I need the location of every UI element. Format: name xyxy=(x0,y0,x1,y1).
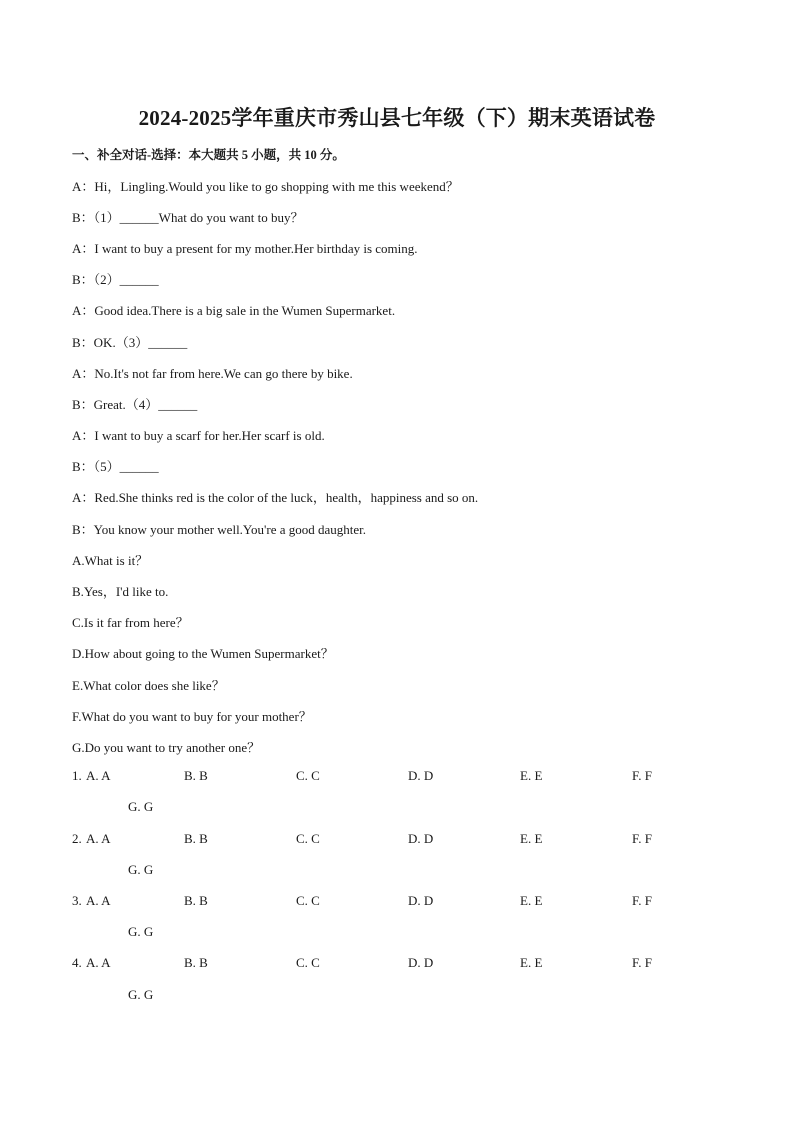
answer-option-b[interactable]: B. B xyxy=(184,831,208,846)
choice-item: B.Yes，I'd like to. xyxy=(72,584,169,599)
answer-option-c[interactable]: C. C xyxy=(296,893,320,908)
choice-item: D.How about going to the Wumen Supermarket？ xyxy=(72,646,334,661)
question-number: 2. xyxy=(72,831,82,846)
answer-option-e[interactable]: E. E xyxy=(520,768,543,783)
dialogue-line: B：（2）______ xyxy=(72,272,159,287)
answer-option-b[interactable]: B. B xyxy=(184,955,208,970)
answer-option-c[interactable]: C. C xyxy=(296,831,320,846)
choice-item: A.What is it？ xyxy=(72,553,149,568)
answer-option-a[interactable]: A. A xyxy=(86,831,111,846)
answer-option-f[interactable]: F. F xyxy=(632,831,652,846)
answer-option-d[interactable]: D. D xyxy=(408,955,434,970)
dialogue-line: A：No.It's not far from here.We can go there by bike. xyxy=(72,366,353,381)
answer-option-b[interactable]: B. B xyxy=(184,893,208,908)
answer-option-g[interactable]: G. G xyxy=(128,987,154,1002)
dialogue-line: B：（1）______What do you want to buy？ xyxy=(72,210,304,225)
dialogue-line: A：I want to buy a present for my mother.Her birthday is coming. xyxy=(72,241,418,256)
dialogue-line: A：Good idea.There is a big sale in the Wumen Supermarket. xyxy=(72,303,396,318)
choice-item: C.Is it far from here？ xyxy=(72,615,189,630)
dialogue-line: A：Hi，Lingling.Would you like to go shopping with me this weekend？ xyxy=(72,179,459,194)
answer-option-e[interactable]: E. E xyxy=(520,955,543,970)
dialogue-line: A：I want to buy a scarf for her.Her scarf is old. xyxy=(72,428,325,443)
question-number: 3. xyxy=(72,893,82,908)
answer-option-e[interactable]: E. E xyxy=(520,893,543,908)
answer-option-a[interactable]: A. A xyxy=(86,893,111,908)
answer-option-c[interactable]: C. C xyxy=(296,955,320,970)
answer-option-f[interactable]: F. F xyxy=(632,893,652,908)
answer-option-d[interactable]: D. D xyxy=(408,768,434,783)
answer-option-a[interactable]: A. A xyxy=(86,768,111,783)
answer-option-f[interactable]: F. F xyxy=(632,768,652,783)
dialogue-line: A：Red.She thinks red is the color of the luck，health，happiness and so on. xyxy=(72,490,479,505)
answer-option-d[interactable]: D. D xyxy=(408,893,434,908)
section-heading: 一、补全对话-选择：本大题共 5 小题，共 10 分。 xyxy=(72,148,345,162)
answer-option-g[interactable]: G. G xyxy=(128,799,154,814)
dialogue-line: B：You know your mother well.You're a good daughter. xyxy=(72,522,366,537)
page-title: 2024-2025学年重庆市秀山县七年级（下）期末英语试卷 xyxy=(138,106,656,130)
dialogue-line: B：Great.（4）______ xyxy=(72,397,198,412)
dialogue-line: B：OK.（3）______ xyxy=(72,335,188,350)
answer-option-g[interactable]: G. G xyxy=(128,924,154,939)
choice-item: E.What color does she like？ xyxy=(72,678,225,693)
choice-item: F.What do you want to buy for your mother？ xyxy=(72,709,312,724)
answer-option-a[interactable]: A. A xyxy=(86,955,111,970)
answer-option-b[interactable]: B. B xyxy=(184,768,208,783)
answer-option-g[interactable]: G. G xyxy=(128,862,154,877)
answer-option-d[interactable]: D. D xyxy=(408,831,434,846)
dialogue-line: B：（5）______ xyxy=(72,459,159,474)
answer-option-e[interactable]: E. E xyxy=(520,831,543,846)
choice-item: G.Do you want to try another one？ xyxy=(72,740,261,755)
answer-option-c[interactable]: C. C xyxy=(296,768,320,783)
question-number: 4. xyxy=(72,955,82,970)
question-number: 1. xyxy=(72,768,82,783)
answer-option-f[interactable]: F. F xyxy=(632,955,652,970)
